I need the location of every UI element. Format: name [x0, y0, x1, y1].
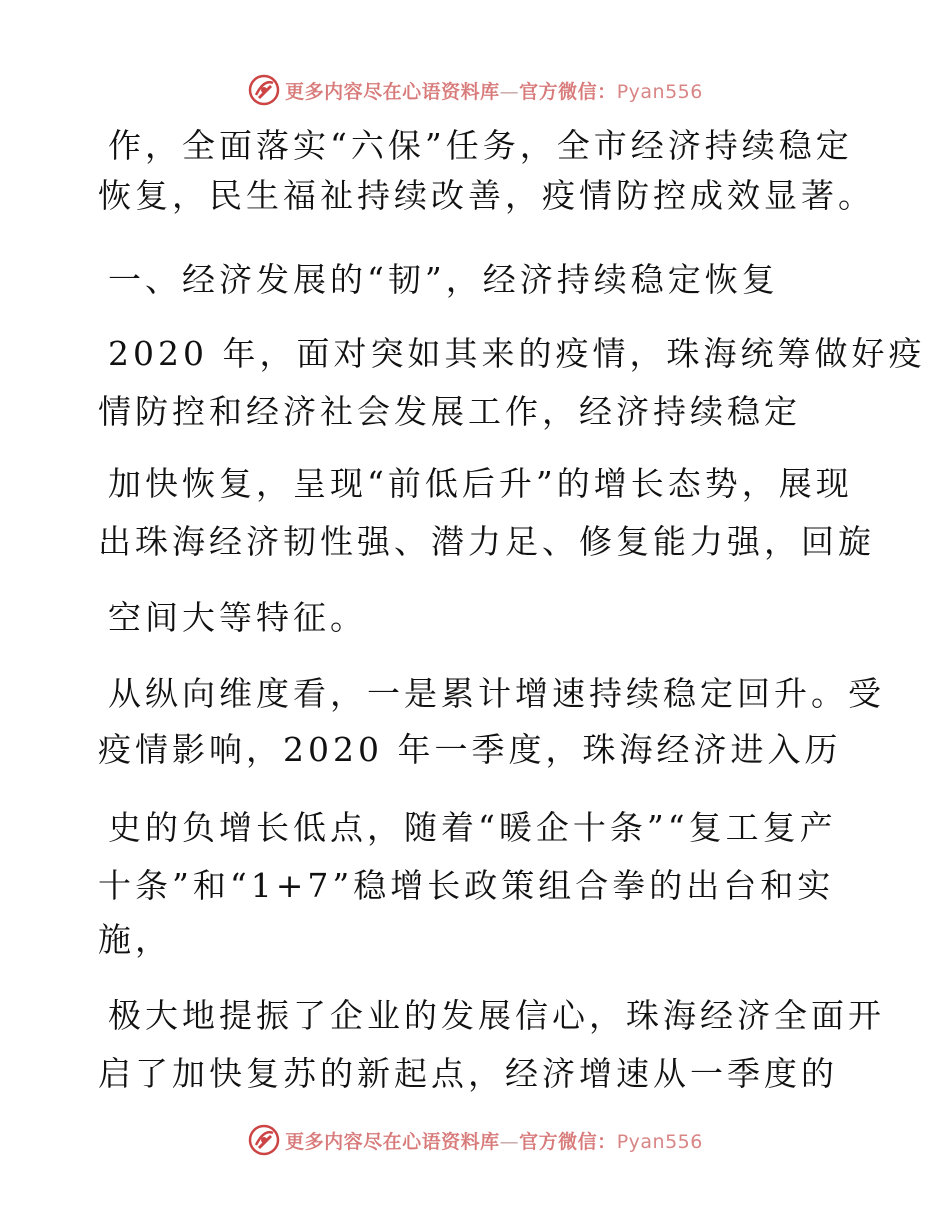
- watermark-account: Pyan556: [616, 80, 703, 103]
- body-line-2: 恢复，民生福祉持续改善，疫情防控成效显著。: [98, 176, 875, 215]
- watermark-separator: —: [499, 80, 520, 103]
- watermark-text: [285, 77, 703, 104]
- body-line-12: 十条”和“1+7”稳增长政策组合拳的出台和实: [98, 866, 835, 905]
- library-logo-icon: [247, 73, 281, 107]
- library-logo-icon: [247, 1123, 281, 1157]
- watermark-separator: —: [499, 1130, 520, 1153]
- body-line-8: 空间大等特征。: [108, 598, 367, 637]
- body-line-10: 疫情影响，2020 年一季度，珠海经济进入历: [98, 730, 842, 769]
- body-line-9: 从纵向维度看，一是累计增速持续稳定回升。受: [108, 674, 885, 713]
- header-watermark: [0, 70, 950, 110]
- body-line-3: 一、经济发展的“韧”，经济持续稳定恢复: [108, 260, 779, 299]
- watermark-suffix: 官方微信：: [519, 80, 617, 103]
- footer-watermark: [0, 1120, 950, 1160]
- watermark-account: Pyan556: [616, 1130, 703, 1153]
- body-line-13: 施，: [98, 920, 172, 959]
- body-line-5: 情防控和经济社会发展工作，经济持续稳定: [98, 392, 801, 431]
- body-line-4: 2020 年，面对突如其来的疫情，珠海统筹做好疫: [108, 334, 926, 373]
- body-line-14: 极大地提振了企业的发展信心，珠海经济全面开: [108, 996, 885, 1035]
- watermark-library-name: 更多内容尽在心语资料库: [285, 1130, 500, 1153]
- body-line-1: 作，全面落实“六保”任务，全市经济持续稳定: [108, 126, 853, 165]
- watermark-text: [285, 1127, 703, 1154]
- body-line-15: 启了加快复苏的新起点，经济增速从一季度的: [98, 1054, 838, 1093]
- watermark-suffix: 官方微信：: [519, 1130, 617, 1153]
- watermark-library-name: 更多内容尽在心语资料库: [285, 80, 500, 103]
- body-line-7: 出珠海经济韧性强、潜力足、修复能力强，回旋: [98, 522, 875, 561]
- body-line-6: 加快恢复，呈现“前低后升”的增长态势，展现: [108, 464, 853, 503]
- body-line-11: 史的负增长低点，随着“暖企十条”“复工复产: [108, 808, 837, 847]
